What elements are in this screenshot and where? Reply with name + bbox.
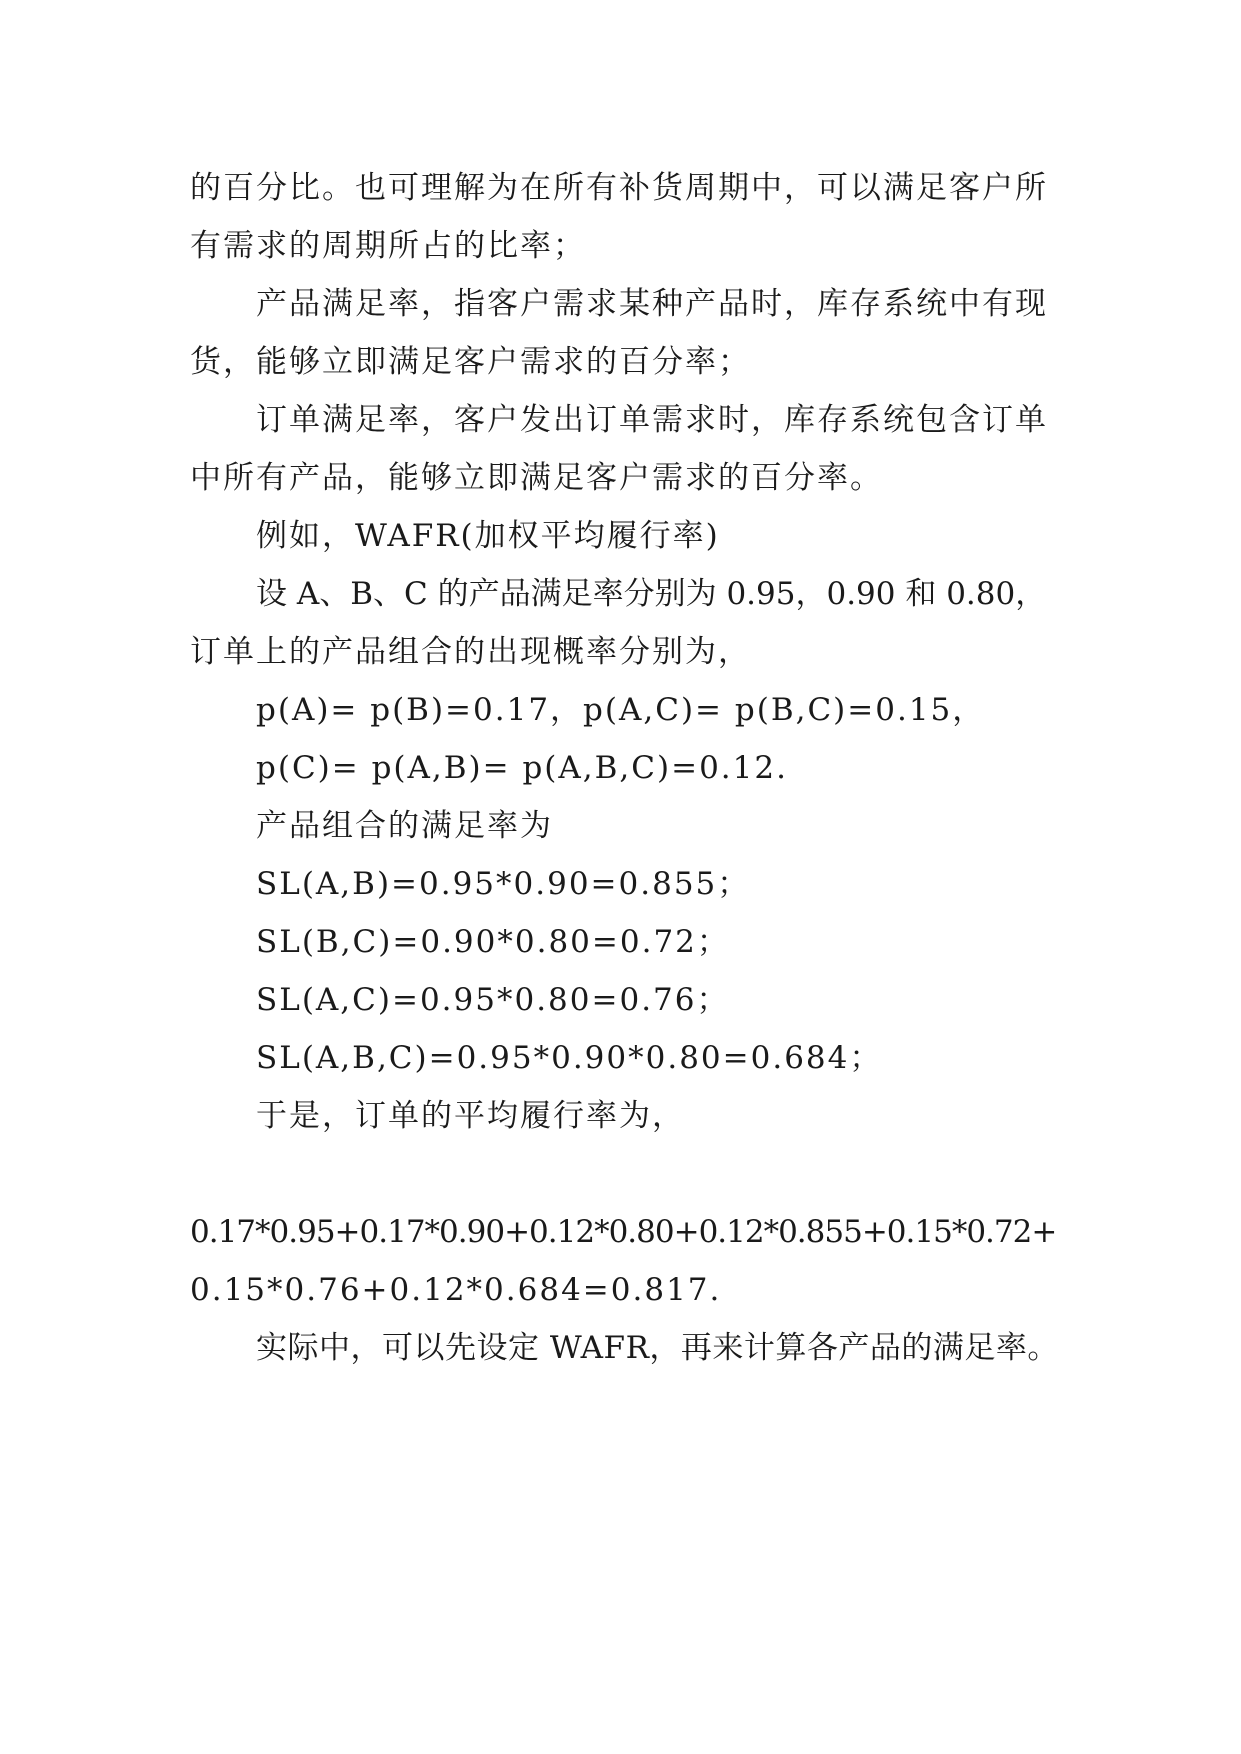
formula-line: p(C)= p(A,B)= p(A,B,C)=0.12. — [256, 750, 788, 786]
paragraph-line: 货，能够立即满足客户需求的百分率； — [190, 344, 751, 380]
paragraph-line: 实际中，可以先设定 WAFR，再来计算各产品的满足率。 — [256, 1330, 1059, 1366]
paragraph-line: 订单满足率，客户发出订单需求时，库存系统包含订单 — [256, 402, 1048, 438]
formula-line: 0.17*0.95+0.17*0.90+0.12*0.80+0.12*0.855+0.15*0.72+ — [190, 1214, 1057, 1250]
formula-line: SL(A,B)=0.95*0.90=0.855； — [256, 866, 751, 902]
paragraph-line: 设 A、B、C 的产品满足率分别为 0.95，0.90 和 0.80， — [256, 576, 1047, 612]
paragraph-line: 产品组合的满足率为 — [256, 808, 553, 844]
paragraph-line: 中所有产品，能够立即满足客户需求的百分率。 — [190, 460, 883, 496]
paragraph-line: 于是，订单的平均履行率为， — [256, 1098, 685, 1134]
formula-line: p(A)= p(B)=0.17，p(A,C)= p(B,C)=0.15， — [256, 692, 986, 728]
paragraph-line: 例如，WAFR(加权平均履行率) — [256, 518, 720, 554]
formula-line: 0.15*0.76+0.12*0.684=0.817. — [190, 1272, 722, 1308]
formula-line: SL(B,C)=0.90*0.80=0.72； — [256, 924, 730, 960]
formula-line: SL(A,B,C)=0.95*0.90*0.80=0.684； — [256, 1040, 883, 1076]
paragraph-line: 订单上的产品组合的出现概率分别为， — [190, 634, 751, 670]
paragraph-line: 的百分比。也可理解为在所有补货周期中，可以满足客户所 — [190, 170, 1048, 206]
paragraph-line: 有需求的周期所占的比率； — [190, 228, 586, 264]
formula-line: SL(A,C)=0.95*0.80=0.76； — [256, 982, 730, 1018]
paragraph-line: 产品满足率，指客户需求某种产品时，库存系统中有现 — [256, 286, 1048, 322]
